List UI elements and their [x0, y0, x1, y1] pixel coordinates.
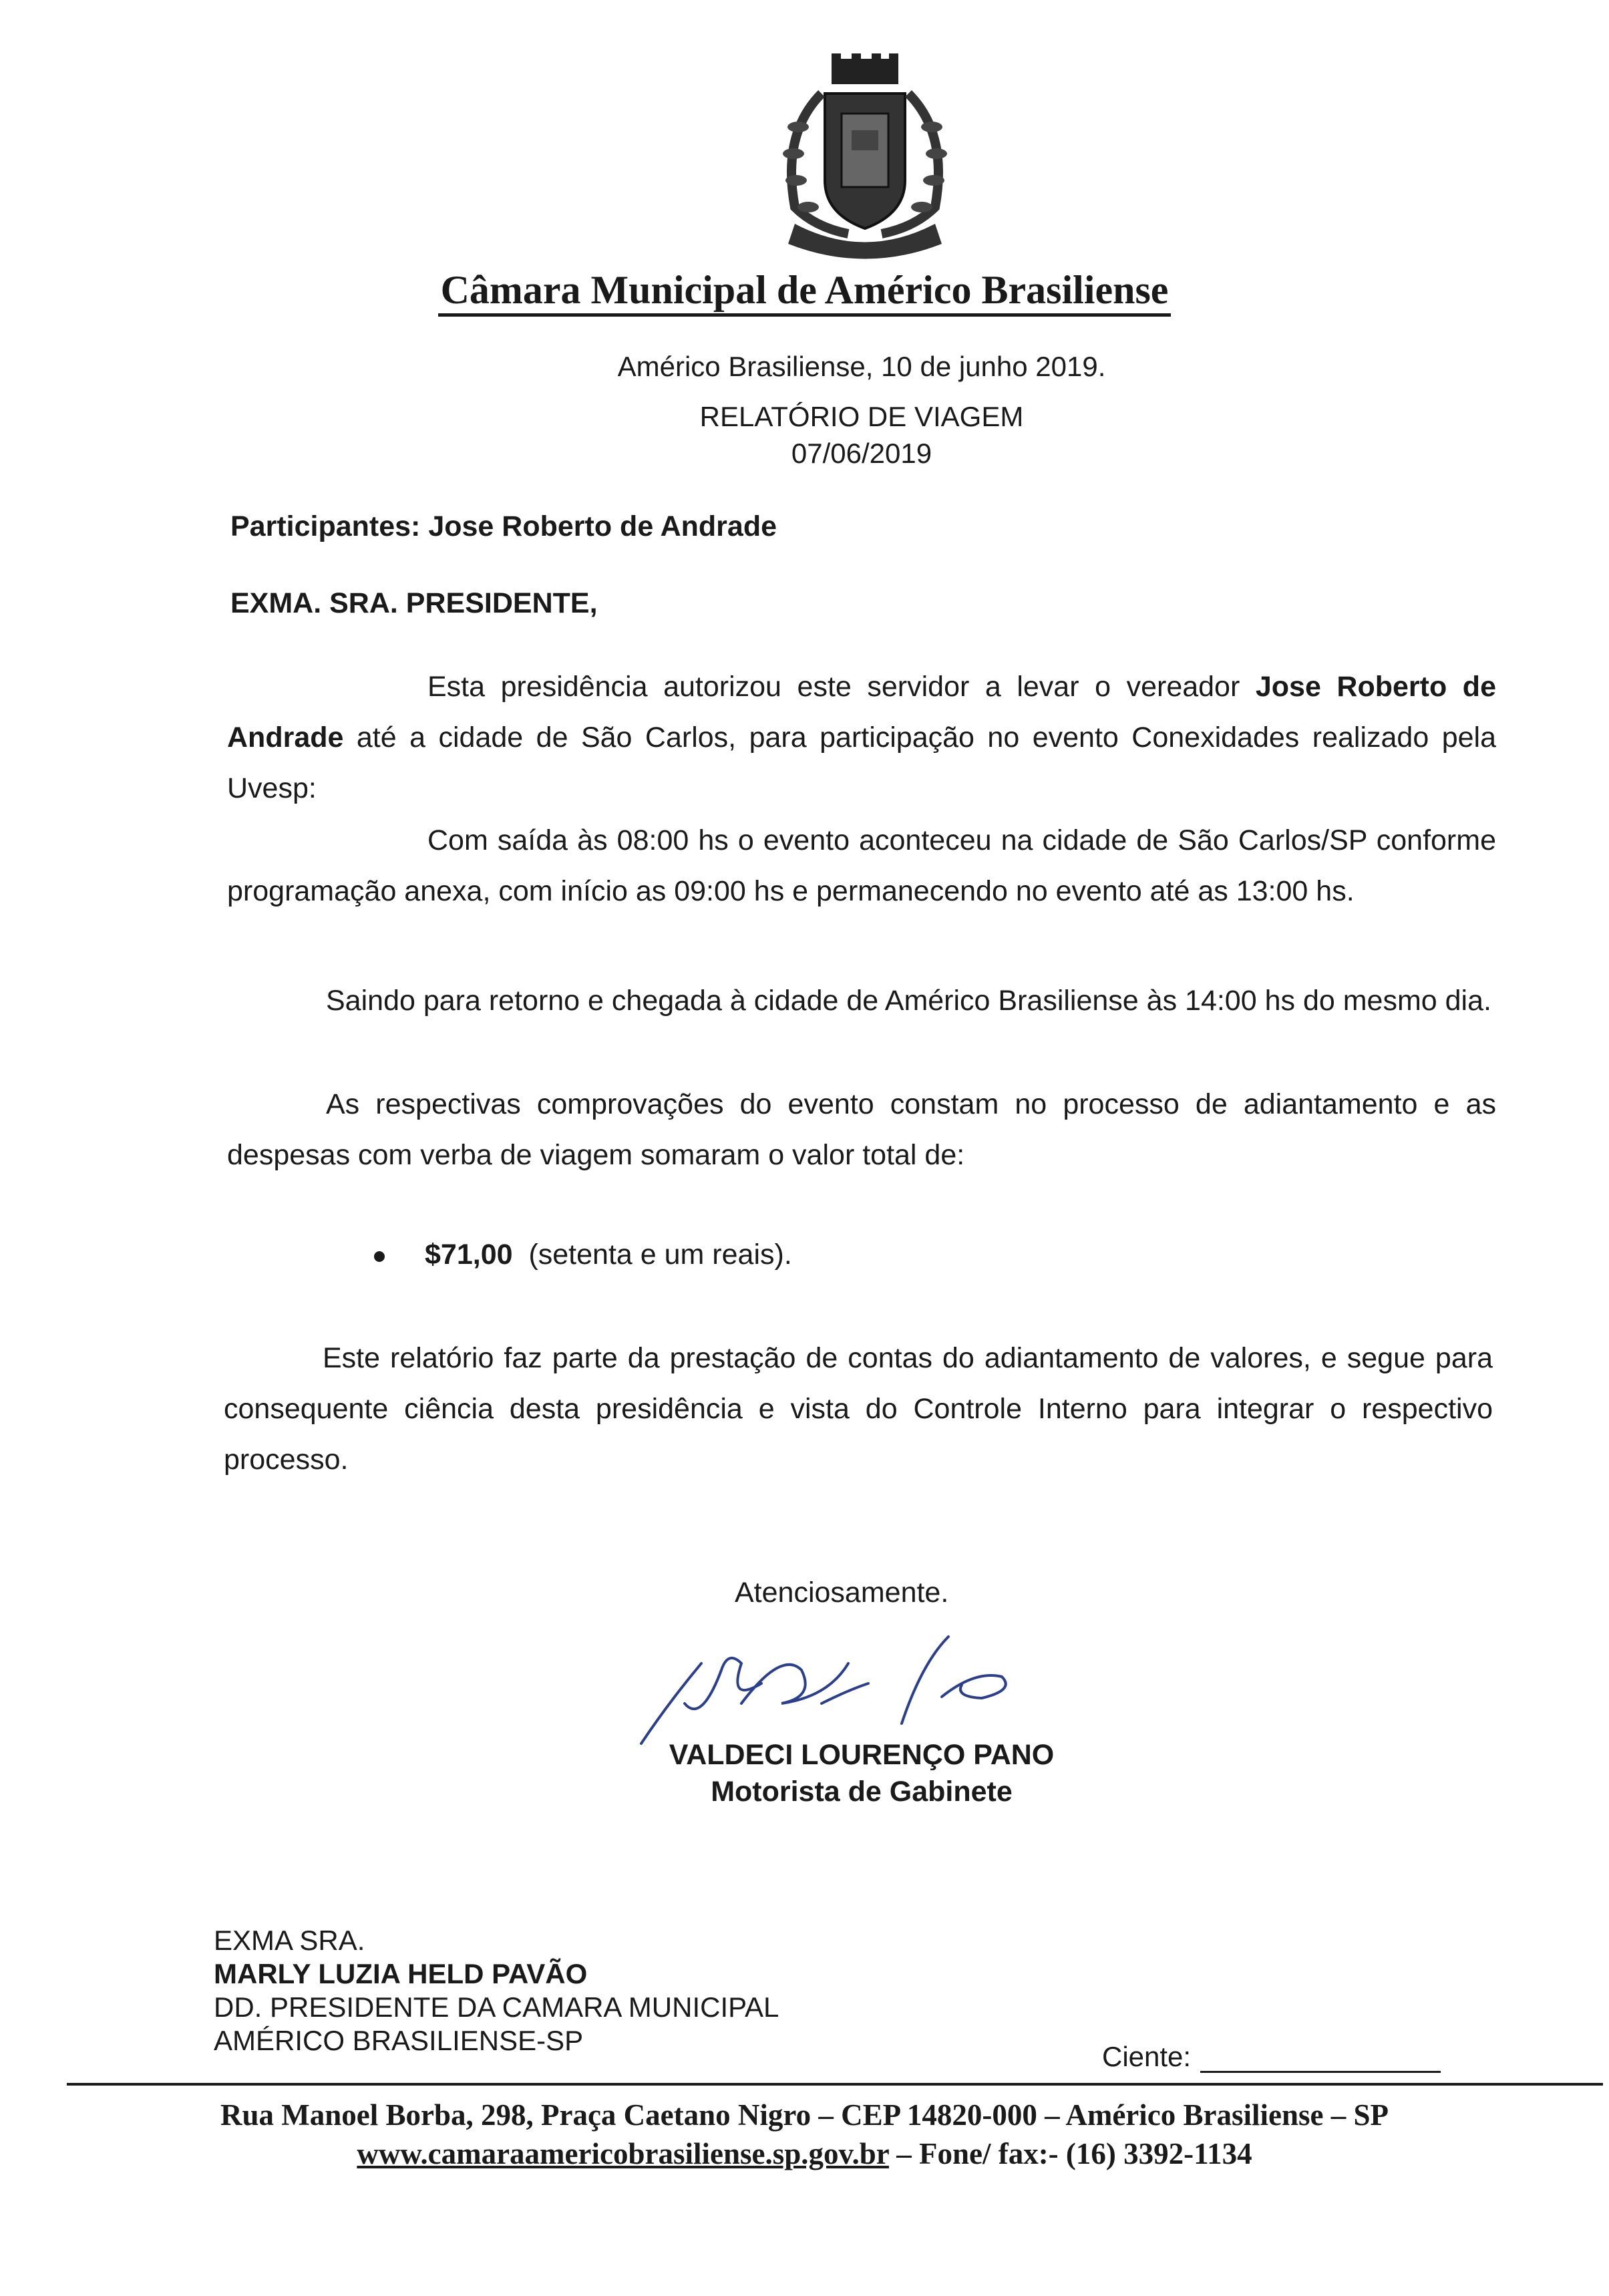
footer-address: Rua Manoel Borba, 298, Praça Caetano Nigro – CEP 14820-000 – Américo Brasiliense – SP [220, 2098, 1389, 2132]
signer-name: VALDECI LOURENÇO PANO [669, 1739, 1055, 1771]
salutation: EXMA. SRA. PRESIDENTE, [230, 587, 598, 619]
addressee-block [214, 1924, 779, 2058]
addressee-line: EXMA SRA. [214, 1925, 365, 1956]
addressee-line: AMÉRICO BRASILIENSE-SP [214, 2025, 584, 2056]
signer-role: Motorista de Gabinete [711, 1776, 1013, 1808]
footer-divider [67, 2083, 1603, 2086]
place-date: Américo Brasiliense, 10 de junho 2019. [617, 351, 1106, 382]
footer-website-link[interactable]: www.camaraamericobrasiliense.sp.gov.br [357, 2137, 889, 2170]
amount-item: $71,00 (setenta e um reais). [374, 1229, 792, 1280]
regards: Atenciosamente. [735, 1577, 949, 1609]
paragraph-authorization: Esta presidência autorizou este servidor a levar o vereador Jose Roberto de Andrade até a cidade de São Carlos, para participação no evento Conexidades realizado pela Uvesp: [227, 671, 1496, 804]
footer-contact: www.camaraamericobrasiliense.sp.gov.br – Fone/ fax:- (16) 3392-1134 [357, 2137, 1252, 2170]
bullet-icon [374, 1251, 385, 1262]
addressee-name: MARLY LUZIA HELD PAVÃO [214, 1958, 588, 1989]
paragraph-accountability: Este relatório faz parte da prestação de contas do adiantamento de valores, e segue para consequente ciência desta presidência e vista do Controle Interno para integrar o respectivo processo. [224, 1342, 1493, 1476]
report-title: RELATÓRIO DE VIAGEM [699, 401, 1024, 432]
ciente-field: Ciente: [1102, 2041, 1441, 2073]
participants-line: Participantes: Jose Roberto de Andrade [230, 510, 777, 542]
addressee-line: DD. PRESIDENTE DA CAMARA MUNICIPAL [214, 1991, 779, 2023]
report-date: 07/06/2019 [791, 438, 932, 469]
institution-title: Câmara Municipal de Américo Brasiliense [0, 267, 1609, 313]
ciente-signature-line [1200, 2044, 1441, 2073]
paragraph-schedule: Com saída às 08:00 hs o evento aconteceu na cidade de São Carlos/SP conforme programação anexa, com início as 09:00 hs e permanecendo no evento até as 13:00 hs. [227, 824, 1496, 907]
paragraph-return: Saindo para retorno e chegada à cidade de Américo Brasiliense às 14:00 hs do mesmo dia. [326, 985, 1491, 1017]
coat-of-arms-icon [768, 53, 962, 267]
paragraph-expenses: As respectivas comprovações do evento constam no processo de adiantamento e as despesas com verba de viagem somaram o valor total de: [227, 1088, 1496, 1171]
